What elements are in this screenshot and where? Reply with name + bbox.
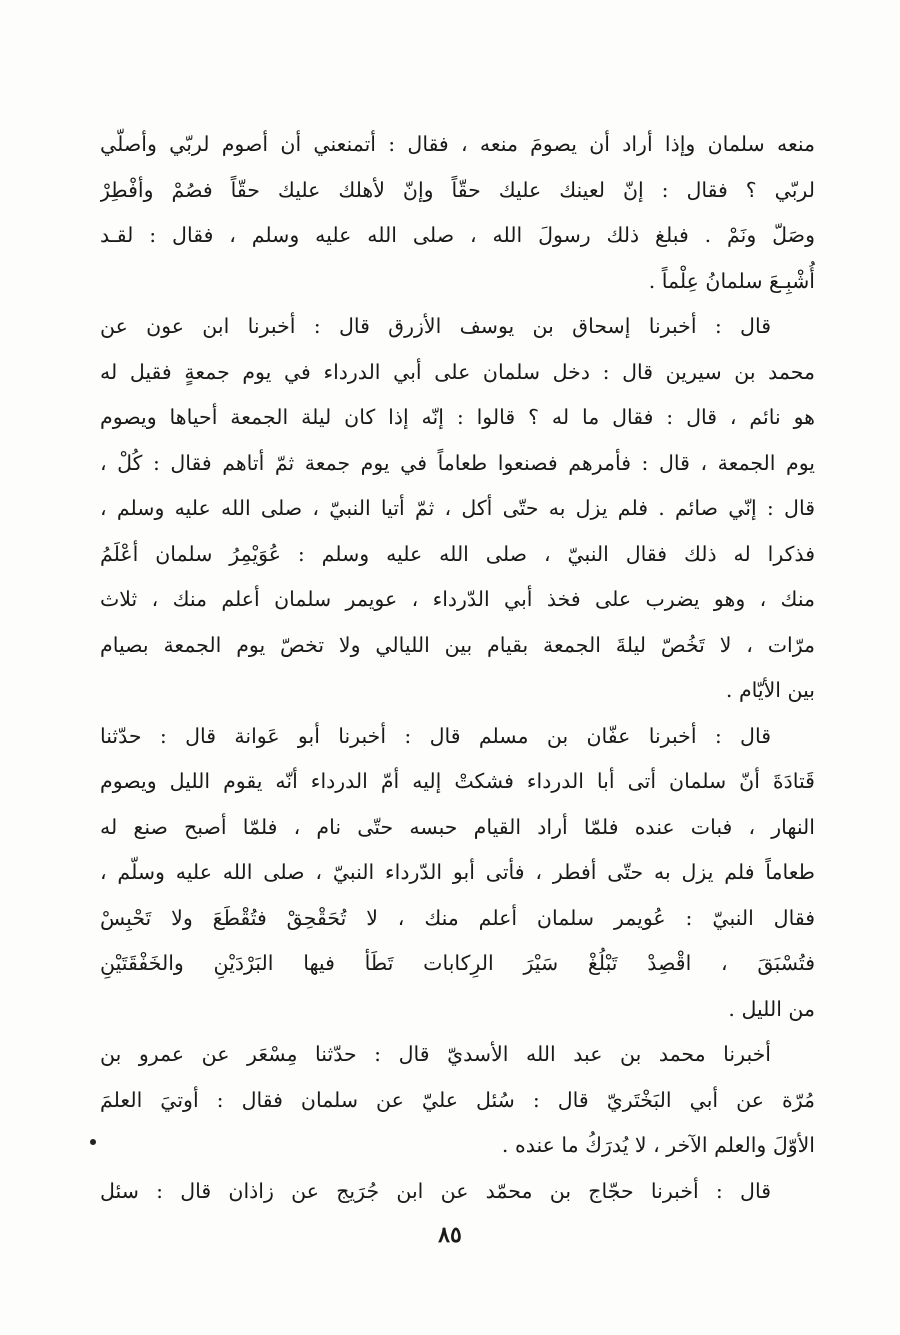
- text-line: مرّات ، لا تَخُصّ ليلةَ الجمعة بقيام بين الليالي ولا تخصّ يوم الجمعة بصيام: [100, 632, 815, 657]
- text-line: بين الأيّام .: [725, 678, 815, 702]
- body-text: [100, 122, 815, 1214]
- text-line: أُشْبِـعَ سلمانُ عِلْماً .: [648, 268, 815, 293]
- text-line: الأوّلَ والعلم الآخر ، لا يُدرَكُ ما عنده .: [501, 1133, 815, 1157]
- text-line: قال : أخبرنا عفّان بن مسلم قال : أخبرنا أبو عَوانة قال : حدّثنا: [100, 723, 771, 748]
- text-line: محمد بن سيرين قال : دخل سلمان على أبي الدرداء في يوم جمعةٍ فقيل له: [100, 359, 815, 384]
- text-line: النهار ، فبات عنده فلمّا أراد القيام حبسه حتّى نام ، فلمّا أصبح صنع له: [100, 814, 815, 839]
- text-line: فذكرا له ذلك فقال النبيّ ، صلى الله عليه وسلم : عُوَيْمِرُ سلمان أعْلَمُ: [100, 541, 815, 566]
- text-line: يوم الجمعة ، قال : فأمرهم فصنعوا طعاماً في يوم جمعة ثمّ أتاهم فقال : كُلْ ،: [100, 450, 815, 475]
- text-line: قال : أخبرنا إسحاق بن يوسف الأزرق قال : أخبرنا ابن عون عن: [100, 314, 771, 338]
- page-number: ٨٥: [438, 1222, 462, 1248]
- text-line: هو نائم ، قال : فقال ما له ؟ قالوا : إنّه إذا كان ليلة الجمعة أحياها ويصوم: [100, 405, 815, 429]
- text-line: فقال النبيّ : عُويمر سلمان أعلم منك ، لا تُحَقْحِقْ فتُقْطَعَ ولا تَحْبِسْ: [100, 905, 815, 930]
- text-line: فتُسْبَقَ ، اقْصِدْ تَبْلُغْ سَيْرَ الرِكابات تَطَأ فيها البَرْدَيْنِ والخَفْقَتَيْنِ: [100, 951, 815, 975]
- text-line: وصَلّ ونَمْ . فبلغ ذلك رسولَ الله ، صلى الله عليه وسلم ، فقال : لقـد: [100, 223, 815, 247]
- text-line: منك ، وهو يضرب على فخذ أبي الدّرداء ، عويمر سلمان أعلم منك ، ثلاث: [100, 587, 815, 611]
- text-line: منعه سلمان وإذا أراد أن يصومَ منعه ، فقال : أتمنعني أن أصوم لربّي وأصلّي: [100, 132, 815, 156]
- text-line: مُرّة عن أبي البَخْتَريّ قال : سُئل عليّ عن سلمان فقال : أوتيَ العلمَ: [100, 1087, 815, 1112]
- text-line: لربّي ؟ فقال : إنّ لعينك عليك حقّاً وإنّ لأهلك عليك حقّاً فصُمْ وأفْطِرْ: [100, 177, 815, 202]
- text-line: قَتادَةَ أنّ سلمان أتى أبا الدرداء فشكتْ إليه أمّ الدرداء أنّه يقوم الليل ويصوم: [100, 769, 815, 793]
- text-line: من الليل .: [728, 996, 815, 1021]
- text-line: طعاماً فلم يزل به حتّى أفطر ، فأتى أبو الدّرداء النبيّ ، صلى الله عليه وسلّم ،: [100, 860, 815, 884]
- text-line: أخبرنا محمد بن عبد الله الأسديّ قال : حدّثنا مِسْعَر عن عمرو بن: [100, 1042, 771, 1066]
- ink-dot: [90, 1139, 96, 1145]
- text-line: قال : إنّي صائم . فلم يزل به حتّى أكل ، ثمّ أتيا النبيّ ، صلى الله عليه وسلم ،: [100, 496, 815, 520]
- text-line: قال : أخبرنا حجّاج بن محمّد عن ابن جُرَيج عن زاذان قال : سئل: [100, 1178, 771, 1203]
